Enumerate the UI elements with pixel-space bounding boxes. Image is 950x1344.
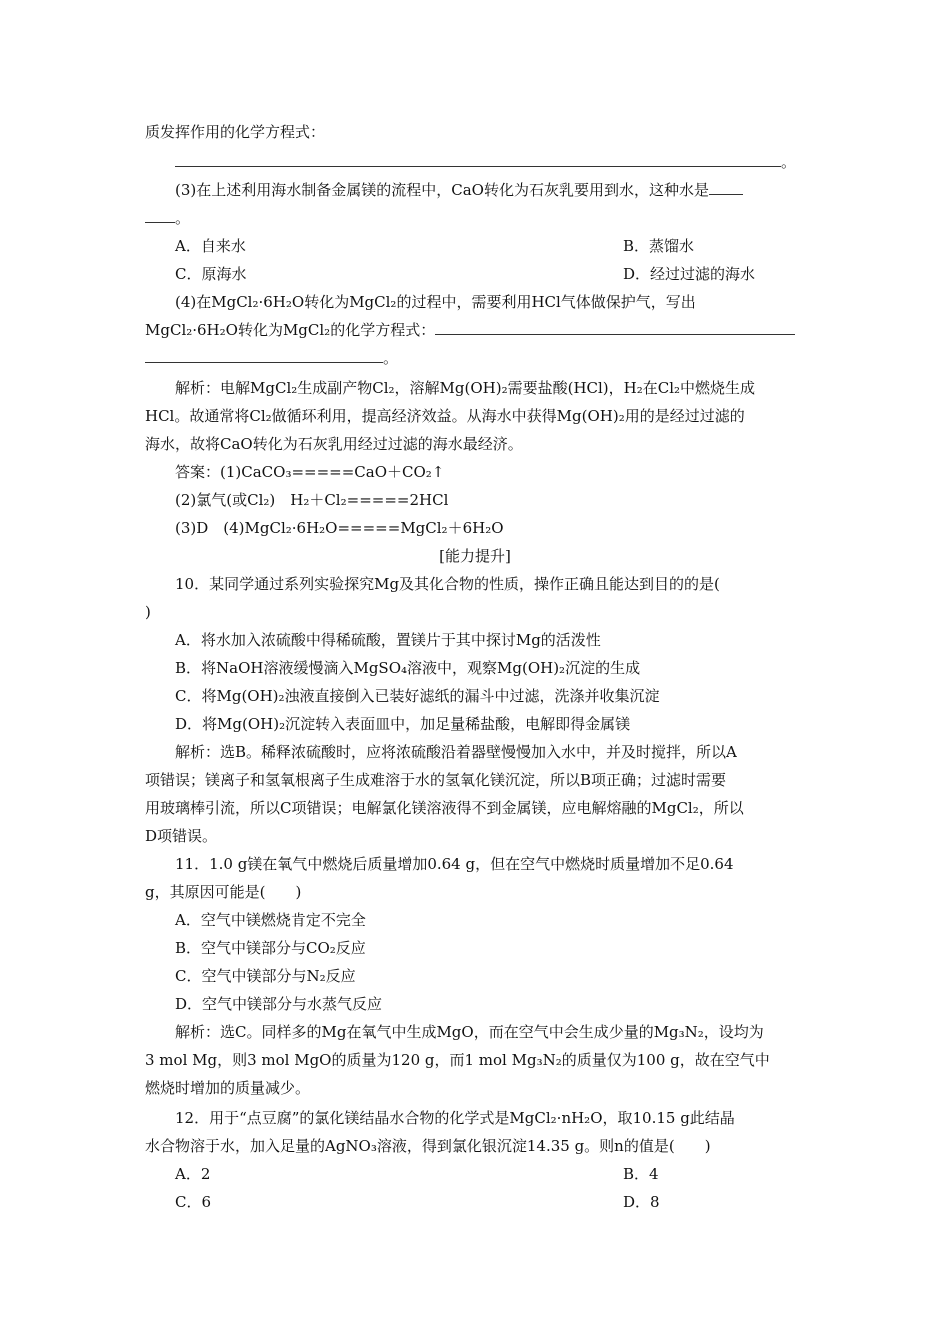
question-line: 11．1.0 g镁在氧气中燃烧后质量增加0.64 g，但在空气中燃烧时质量增加不足0.64 xyxy=(175,855,734,873)
option-b: B．4 xyxy=(623,1165,659,1183)
option-d: D．将Mg(OH)₂沉淀转入表面皿中，加足量稀盐酸，电解即得金属镁 xyxy=(175,715,631,733)
text-line: 质发挥作用的化学方程式： xyxy=(145,123,326,141)
option-a: A．自来水 xyxy=(175,237,246,255)
fill-blank xyxy=(145,208,175,223)
question-line: 水合物溶于水，加入足量的AgNO₃溶液，得到氯化银沉淀14.35 g。则n的值是( ) xyxy=(145,1137,711,1155)
fill-blank xyxy=(175,152,781,167)
fill-blank xyxy=(435,320,795,335)
option-c: C．原海水 xyxy=(175,265,247,283)
option-row xyxy=(175,1192,805,1212)
section-heading: [能力提升] xyxy=(439,547,511,565)
question-line xyxy=(145,320,805,340)
question-line xyxy=(145,208,805,228)
option-b: B．蒸馏水 xyxy=(623,237,695,255)
answer-blank-line xyxy=(175,152,805,172)
analysis-line: 燃烧时增加的质量减少。 xyxy=(145,1079,311,1097)
analysis-line: 解析：选C。同样多的Mg在氧气中生成MgO，而在空气中会生成少量的Mg₃N₂，设均为 xyxy=(175,1023,764,1041)
text-line: 。 xyxy=(781,153,797,171)
question-line: ) xyxy=(145,603,151,621)
text-line: 。 xyxy=(175,209,191,227)
answer-line: 答案：(1)CaCO₃=====CaO＋CO₂↑ xyxy=(175,463,445,481)
option-c: C．空气中镁部分与N₂反应 xyxy=(175,967,356,985)
question-line xyxy=(175,180,805,200)
analysis-line: 解析：选B。稀释浓硫酸时，应将浓硫酸沿着器壁慢慢加入水中，并及时搅拌，所以A xyxy=(175,743,737,761)
answer-line: (2)氯气(或Cl₂) H₂＋Cl₂=====2HCl xyxy=(175,491,449,509)
question-line: (4)在MgCl₂·6H₂O转化为MgCl₂的过程中，需要利用HCl气体做保护气，写出 xyxy=(175,293,696,311)
question-line: g，其原因可能是( ) xyxy=(145,883,302,901)
fill-blank xyxy=(145,348,383,363)
option-b: B．空气中镁部分与CO₂反应 xyxy=(175,939,366,957)
analysis-line: 解析：电解MgCl₂生成副产物Cl₂，溶解Mg(OH)₂需要盐酸(HCl)，H₂在Cl₂中燃烧生成 xyxy=(175,379,756,397)
analysis-line: 项错误；镁离子和氢氧根离子生成难溶于水的氢氧化镁沉淀，所以B项正确；过滤时需要 xyxy=(145,771,727,789)
option-row xyxy=(175,264,805,284)
analysis-line: 3 mol Mg，则3 mol MgO的质量为120 g，而1 mol Mg₃N₂的质量仅为100 g，故在空气中 xyxy=(145,1051,770,1069)
option-d: D．8 xyxy=(623,1193,660,1211)
answer-line: (3)D (4)MgCl₂·6H₂O=====MgCl₂＋6H₂O xyxy=(175,519,504,537)
option-a: A．空气中镁燃烧肯定不完全 xyxy=(175,911,366,929)
question-line xyxy=(145,348,805,368)
analysis-line: 海水，故将CaO转化为石灰乳用经过过滤的海水最经济。 xyxy=(145,435,523,453)
analysis-line: HCl。故通常将Cl₂做循环利用，提高经济效益。从海水中获得Mg(OH)₂用的是经过过滤的 xyxy=(145,407,745,425)
option-c: C．将Mg(OH)₂浊液直接倒入已装好滤纸的漏斗中过滤，洗涤并收集沉淀 xyxy=(175,687,660,705)
option-a: A．2 xyxy=(175,1165,211,1183)
option-row xyxy=(175,236,805,256)
fill-blank xyxy=(709,180,743,195)
option-a: A．将水加入浓硫酸中得稀硫酸，置镁片于其中探讨Mg的活泼性 xyxy=(175,631,601,649)
option-d: D．经过过滤的海水 xyxy=(623,265,756,283)
question-text: (3)在上述利用海水制备金属镁的流程中，CaO转化为石灰乳要用到水，这种水是 xyxy=(175,181,709,199)
option-b: B．将NaOH溶液缓慢滴入MgSO₄溶液中，观察Mg(OH)₂沉淀的生成 xyxy=(175,659,641,677)
question-line: 10．某同学通过系列实验探究Mg及其化合物的性质，操作正确且能达到目的的是( xyxy=(175,575,720,593)
option-c: C．6 xyxy=(175,1193,212,1211)
analysis-line: 用玻璃棒引流，所以C项错误；电解氯化镁溶液得不到金属镁，应电解熔融的MgCl₂，所以 xyxy=(145,799,744,817)
analysis-line: D项错误。 xyxy=(145,827,218,845)
text-line: 。 xyxy=(383,349,399,367)
question-line: 12．用于“点豆腐”的氯化镁结晶水合物的化学式是MgCl₂·nH₂O，取10.15 g此结晶 xyxy=(175,1109,735,1127)
option-d: D．空气中镁部分与水蒸气反应 xyxy=(175,995,383,1013)
question-text: MgCl₂·6H₂O转化为MgCl₂的化学方程式： xyxy=(145,321,436,339)
option-row xyxy=(175,1164,805,1184)
